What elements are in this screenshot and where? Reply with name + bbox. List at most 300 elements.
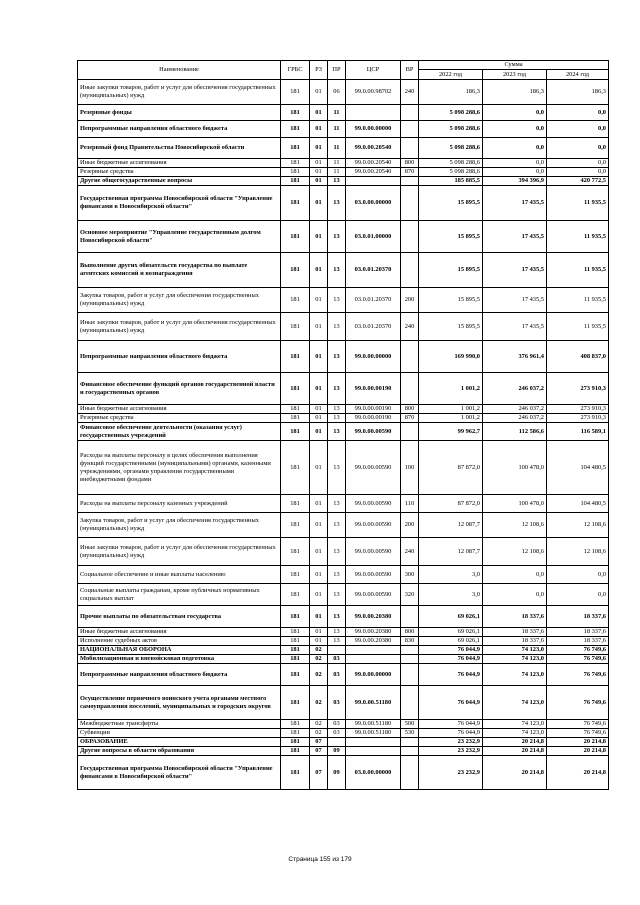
table-row: [78, 584, 609, 606]
cell-grbs: 181: [281, 606, 310, 628]
table-row: [78, 288, 609, 313]
cell-v2: 100 478,0: [483, 441, 547, 495]
cell-grbs: 181: [281, 720, 310, 729]
cell-vr: 830: [401, 637, 419, 646]
cell-rz: 01: [310, 186, 328, 221]
cell-v2: 20 214,8: [483, 738, 547, 747]
cell-rz: 01: [310, 138, 328, 159]
table-row: [78, 538, 609, 566]
table-row: [78, 606, 609, 628]
table-row: [78, 738, 609, 747]
cell-v1: 1 001,2: [419, 414, 483, 423]
cell-csr: 99.0.00.00190: [346, 414, 401, 423]
cell-pr: 13: [328, 538, 346, 566]
cell-rz: 07: [310, 756, 328, 790]
cell-name: Другие общегосударственные вопросы: [78, 177, 281, 186]
cell-name: Социальные выплаты гражданам, кроме публичных нормативных социальных выплат: [78, 584, 281, 606]
cell-v1: 76 044,9: [419, 664, 483, 686]
cell-pr: 13: [328, 414, 346, 423]
cell-csr: 03.0.01.20370: [346, 313, 401, 341]
cell-name: Основное мероприятие "Управление государственным долгом Новосибирской области": [78, 221, 281, 253]
cell-rz: 01: [310, 414, 328, 423]
cell-v2: 17 435,5: [483, 221, 547, 253]
header-2023: 2023 год: [483, 70, 547, 80]
cell-vr: [401, 756, 419, 790]
cell-csr: 99.0.00.20540: [346, 168, 401, 177]
cell-v2: 186,3: [483, 80, 547, 105]
cell-grbs: 181: [281, 538, 310, 566]
cell-csr: 99.0.00.20380: [346, 628, 401, 637]
cell-csr: 03.0.01.20370: [346, 288, 401, 313]
cell-pr: 03: [328, 655, 346, 664]
cell-vr: [401, 221, 419, 253]
cell-grbs: 181: [281, 373, 310, 405]
table-body: [78, 80, 609, 790]
cell-v2: 0,0: [483, 105, 547, 121]
cell-vr: [401, 606, 419, 628]
cell-pr: 09: [328, 756, 346, 790]
cell-grbs: 181: [281, 513, 310, 538]
cell-grbs: 181: [281, 664, 310, 686]
cell-csr: 99.0.00.00190: [346, 373, 401, 405]
cell-v2: 376 961,4: [483, 341, 547, 373]
cell-rz: 01: [310, 121, 328, 138]
cell-grbs: 181: [281, 729, 310, 738]
cell-grbs: 181: [281, 288, 310, 313]
header-vr: ВР: [401, 61, 419, 80]
table-row: [78, 373, 609, 405]
cell-grbs: 181: [281, 747, 310, 756]
cell-name: Непрограммные направления областного бюджета: [78, 341, 281, 373]
cell-name: Финансовое обеспечение деятельности (оказания услуг) государственных учреждений: [78, 423, 281, 441]
cell-v2: 394 396,9: [483, 177, 547, 186]
table-row: [78, 414, 609, 423]
cell-name: Расходы на выплаты персоналу казенных учреждений: [78, 495, 281, 513]
cell-name: Иные закупки товаров, работ и услуг для обеспечения государственных (муниципальных) нужд: [78, 80, 281, 105]
cell-name: Выполнение других обязательств государства по выплате агентских комиссий и вознаграждения: [78, 253, 281, 288]
cell-csr: 99.0.00.00590: [346, 513, 401, 538]
cell-v1: 5 098 288,6: [419, 159, 483, 168]
cell-grbs: 181: [281, 655, 310, 664]
cell-rz: 02: [310, 655, 328, 664]
cell-rz: 01: [310, 513, 328, 538]
header-2022: 2022 год: [419, 70, 483, 80]
cell-vr: 530: [401, 729, 419, 738]
cell-csr: 03.0.01.00000: [346, 221, 401, 253]
cell-v3: 116 589,1: [547, 423, 609, 441]
cell-vr: [401, 341, 419, 373]
cell-name: Финансовое обеспечение функций органов государственной власти и государственных органов: [78, 373, 281, 405]
cell-pr: 13: [328, 177, 346, 186]
cell-name: Государственная программа Новосибирской области "Управление финансами в Новосибирской области": [78, 186, 281, 221]
cell-v3: 104 480,5: [547, 495, 609, 513]
cell-v1: 5 098 288,6: [419, 138, 483, 159]
cell-vr: [401, 253, 419, 288]
cell-grbs: 181: [281, 566, 310, 584]
cell-v3: 18 337,6: [547, 637, 609, 646]
cell-pr: 13: [328, 584, 346, 606]
cell-v1: 23 232,9: [419, 738, 483, 747]
cell-v1: 12 087,7: [419, 513, 483, 538]
cell-grbs: 181: [281, 177, 310, 186]
cell-rz: 01: [310, 373, 328, 405]
cell-pr: 13: [328, 566, 346, 584]
cell-v1: 99 962,7: [419, 423, 483, 441]
cell-vr: 200: [401, 513, 419, 538]
table-row: [78, 105, 609, 121]
cell-v1: 87 872,0: [419, 441, 483, 495]
cell-rz: 01: [310, 423, 328, 441]
cell-vr: [401, 738, 419, 747]
cell-v2: 12 108,6: [483, 513, 547, 538]
cell-pr: 13: [328, 637, 346, 646]
cell-v2: 0,0: [483, 121, 547, 138]
cell-grbs: 181: [281, 138, 310, 159]
cell-rz: 07: [310, 738, 328, 747]
cell-rz: 01: [310, 221, 328, 253]
cell-v2: 18 337,6: [483, 628, 547, 637]
cell-v3: 11 935,5: [547, 288, 609, 313]
cell-v2: 0,0: [483, 584, 547, 606]
cell-v1: 23 232,9: [419, 756, 483, 790]
cell-csr: 99.0.00.20540: [346, 159, 401, 168]
cell-vr: [401, 664, 419, 686]
cell-rz: 01: [310, 341, 328, 373]
cell-name: Исполнение судебных актов: [78, 637, 281, 646]
cell-rz: 01: [310, 177, 328, 186]
cell-pr: 13: [328, 513, 346, 538]
cell-name: Иные бюджетные ассигнования: [78, 405, 281, 414]
cell-rz: 01: [310, 538, 328, 566]
cell-grbs: 181: [281, 584, 310, 606]
cell-v1: 15 895,5: [419, 288, 483, 313]
cell-grbs: 181: [281, 414, 310, 423]
cell-v1: 69 026,1: [419, 637, 483, 646]
cell-v1: 76 044,9: [419, 686, 483, 720]
cell-v1: 5 098 288,6: [419, 105, 483, 121]
cell-v3: 12 108,6: [547, 513, 609, 538]
cell-v3: 76 749,6: [547, 729, 609, 738]
cell-v3: 76 749,6: [547, 686, 609, 720]
cell-grbs: 181: [281, 738, 310, 747]
cell-v3: 186,3: [547, 80, 609, 105]
cell-pr: 13: [328, 441, 346, 495]
cell-grbs: 181: [281, 313, 310, 341]
cell-vr: [401, 105, 419, 121]
cell-pr: 13: [328, 373, 346, 405]
cell-vr: 240: [401, 80, 419, 105]
cell-csr: 99.0.00.98702: [346, 80, 401, 105]
table-row: [78, 720, 609, 729]
cell-v3: 104 480,5: [547, 441, 609, 495]
cell-csr: 99.0.00.00590: [346, 423, 401, 441]
cell-v3: 0,0: [547, 138, 609, 159]
cell-pr: 03: [328, 729, 346, 738]
cell-v1: 69 026,1: [419, 606, 483, 628]
cell-v3: 20 214,8: [547, 738, 609, 747]
cell-csr: 99.0.00.00000: [346, 341, 401, 373]
cell-vr: 500: [401, 720, 419, 729]
cell-pr: 13: [328, 495, 346, 513]
table-row: [78, 177, 609, 186]
cell-v1: 87 872,0: [419, 495, 483, 513]
cell-rz: 02: [310, 686, 328, 720]
cell-csr: 99.0.00.51180: [346, 686, 401, 720]
cell-v3: 408 837,0: [547, 341, 609, 373]
cell-v3: 18 337,6: [547, 628, 609, 637]
cell-name: Иные бюджетные ассигнования: [78, 628, 281, 637]
cell-v1: 186,3: [419, 80, 483, 105]
cell-grbs: 181: [281, 80, 310, 105]
cell-pr: 13: [328, 423, 346, 441]
cell-v1: 76 044,9: [419, 655, 483, 664]
cell-pr: 13: [328, 606, 346, 628]
cell-grbs: 181: [281, 105, 310, 121]
cell-v3: 0,0: [547, 584, 609, 606]
page-footer: Страница 155 из 179: [288, 856, 352, 863]
cell-v1: 76 044,9: [419, 646, 483, 655]
cell-v1: 76 044,9: [419, 729, 483, 738]
table-row: [78, 646, 609, 655]
cell-v2: 246 037,2: [483, 405, 547, 414]
cell-pr: [328, 738, 346, 747]
cell-v1: 1 001,2: [419, 405, 483, 414]
cell-vr: 110: [401, 495, 419, 513]
cell-v2: 0,0: [483, 159, 547, 168]
cell-v3: 11 935,5: [547, 313, 609, 341]
table-row: [78, 628, 609, 637]
cell-csr: 99.0.00.00590: [346, 584, 401, 606]
cell-v3: 0,0: [547, 105, 609, 121]
table-row: [78, 186, 609, 221]
header-2024: 2024 год: [547, 70, 609, 80]
cell-grbs: 181: [281, 637, 310, 646]
cell-v2: 18 337,6: [483, 637, 547, 646]
header-csr: ЦСР: [346, 61, 401, 80]
cell-grbs: 181: [281, 253, 310, 288]
cell-v1: 23 232,9: [419, 747, 483, 756]
cell-v2: 74 123,0: [483, 664, 547, 686]
cell-v3: 76 749,6: [547, 655, 609, 664]
cell-pr: 06: [328, 80, 346, 105]
cell-csr: 99.0.00.20540: [346, 138, 401, 159]
table-row: [78, 441, 609, 495]
cell-v1: 169 990,0: [419, 341, 483, 373]
cell-vr: 800: [401, 628, 419, 637]
cell-rz: 01: [310, 288, 328, 313]
cell-pr: 11: [328, 159, 346, 168]
cell-rz: 01: [310, 313, 328, 341]
cell-vr: 320: [401, 584, 419, 606]
cell-rz: 02: [310, 646, 328, 655]
cell-vr: [401, 423, 419, 441]
cell-vr: [401, 646, 419, 655]
cell-name: Закупка товаров, работ и услуг для обеспечения государственных (муниципальных) нужд: [78, 513, 281, 538]
cell-v2: 17 435,5: [483, 313, 547, 341]
cell-rz: 01: [310, 606, 328, 628]
cell-grbs: 181: [281, 628, 310, 637]
header-rz: РЗ: [310, 61, 328, 80]
cell-v2: 17 435,5: [483, 186, 547, 221]
cell-v3: 0,0: [547, 566, 609, 584]
table-row: [78, 253, 609, 288]
cell-pr: 13: [328, 186, 346, 221]
cell-v3: 20 214,8: [547, 747, 609, 756]
cell-grbs: 181: [281, 405, 310, 414]
cell-v1: 3,0: [419, 566, 483, 584]
cell-grbs: 181: [281, 686, 310, 720]
cell-pr: 13: [328, 405, 346, 414]
cell-rz: 01: [310, 637, 328, 646]
cell-v3: 11 935,5: [547, 253, 609, 288]
table-row: [78, 664, 609, 686]
cell-grbs: 181: [281, 121, 310, 138]
cell-v3: 12 108,6: [547, 538, 609, 566]
budget-table: [77, 60, 609, 790]
table-row: [78, 495, 609, 513]
header-name: Наименование: [78, 61, 281, 80]
cell-csr: 99.0.00.20380: [346, 637, 401, 646]
cell-vr: 800: [401, 405, 419, 414]
cell-rz: 01: [310, 495, 328, 513]
cell-vr: [401, 373, 419, 405]
cell-csr: 99.0.00.51180: [346, 729, 401, 738]
cell-csr: 99.0.00.51180: [346, 720, 401, 729]
cell-v3: 273 910,3: [547, 414, 609, 423]
cell-v3: 76 749,6: [547, 646, 609, 655]
cell-name: Другие вопросы в области образования: [78, 747, 281, 756]
header-pr: ПР: [328, 61, 346, 80]
table-row: [78, 747, 609, 756]
cell-csr: 99.0.00.00590: [346, 566, 401, 584]
cell-rz: 01: [310, 105, 328, 121]
cell-vr: 240: [401, 538, 419, 566]
cell-pr: 09: [328, 747, 346, 756]
cell-v2: 12 108,6: [483, 538, 547, 566]
cell-name: Иные бюджетные ассигнования: [78, 159, 281, 168]
cell-grbs: 181: [281, 221, 310, 253]
cell-pr: 03: [328, 686, 346, 720]
cell-v3: 0,0: [547, 159, 609, 168]
cell-pr: 11: [328, 105, 346, 121]
cell-v2: 112 586,6: [483, 423, 547, 441]
cell-rz: 01: [310, 253, 328, 288]
cell-v2: 74 123,0: [483, 729, 547, 738]
table-row: [78, 221, 609, 253]
cell-v1: 1 001,2: [419, 373, 483, 405]
cell-v2: 246 037,2: [483, 373, 547, 405]
cell-v1: 12 087,7: [419, 538, 483, 566]
cell-v2: 17 435,5: [483, 253, 547, 288]
cell-name: ОБРАЗОВАНИЕ: [78, 738, 281, 747]
cell-name: Резервные средства: [78, 168, 281, 177]
cell-rz: 01: [310, 80, 328, 105]
cell-rz: 01: [310, 405, 328, 414]
cell-rz: 02: [310, 720, 328, 729]
table-row: [78, 138, 609, 159]
cell-vr: 200: [401, 288, 419, 313]
cell-pr: 13: [328, 628, 346, 637]
cell-v2: 0,0: [483, 566, 547, 584]
table-row: [78, 313, 609, 341]
cell-pr: 03: [328, 720, 346, 729]
cell-name: Непрограммные направления областного бюджета: [78, 664, 281, 686]
cell-v2: 74 123,0: [483, 686, 547, 720]
cell-name: Субвенции: [78, 729, 281, 738]
table-row: [78, 513, 609, 538]
cell-vr: 870: [401, 414, 419, 423]
table-row: [78, 80, 609, 105]
cell-v1: 69 026,1: [419, 628, 483, 637]
cell-csr: 99.0.00.00000: [346, 664, 401, 686]
cell-csr: 03.0.00.00000: [346, 186, 401, 221]
cell-name: Резервные фонды: [78, 105, 281, 121]
cell-v1: 5 098 288,6: [419, 121, 483, 138]
cell-v2: 17 435,5: [483, 288, 547, 313]
header-grbs: ГРБС: [281, 61, 310, 80]
table-row: [78, 341, 609, 373]
cell-csr: 99.0.00.20380: [346, 606, 401, 628]
cell-v3: 11 935,5: [547, 221, 609, 253]
cell-name: Государственная программа Новосибирской области "Управление финансами в Новосибирской области": [78, 756, 281, 790]
cell-v2: 246 037,2: [483, 414, 547, 423]
cell-name: Расходы на выплаты персоналу в целях обеспечения выполнения функций государственными (муниципальными) органами, казенными учреждениями, органами управления государственными внебюджетными фондами: [78, 441, 281, 495]
cell-name: Социальное обеспечение и иные выплаты населению: [78, 566, 281, 584]
cell-csr: [346, 646, 401, 655]
cell-v3: 420 772,5: [547, 177, 609, 186]
cell-v3: 76 749,6: [547, 664, 609, 686]
cell-csr: 99.0.00.00590: [346, 538, 401, 566]
table-row: [78, 121, 609, 138]
cell-pr: 13: [328, 313, 346, 341]
cell-v1: 15 895,5: [419, 186, 483, 221]
cell-rz: 01: [310, 441, 328, 495]
cell-csr: 99.0.00.00590: [346, 495, 401, 513]
cell-name: Мобилизационная и вневойсковая подготовка: [78, 655, 281, 664]
cell-csr: [346, 738, 401, 747]
cell-vr: [401, 686, 419, 720]
cell-name: Осуществление первичного воинского учета органами местного самоуправления поселений, муниципальных и городских округов: [78, 686, 281, 720]
cell-v1: 185 885,5: [419, 177, 483, 186]
cell-rz: 01: [310, 584, 328, 606]
cell-grbs: 181: [281, 756, 310, 790]
cell-csr: 03.0.00.00000: [346, 756, 401, 790]
cell-v2: 20 214,8: [483, 756, 547, 790]
cell-v3: 18 337,6: [547, 606, 609, 628]
cell-name: Закупка товаров, работ и услуг для обеспечения государственных (муниципальных) нужд: [78, 288, 281, 313]
cell-name: Непрограммные направления областного бюджета: [78, 121, 281, 138]
cell-csr: 99.0.00.00590: [346, 441, 401, 495]
cell-grbs: 181: [281, 168, 310, 177]
cell-vr: [401, 186, 419, 221]
cell-v1: 15 895,5: [419, 253, 483, 288]
cell-v2: 74 123,0: [483, 646, 547, 655]
cell-csr: 99.0.00.00190: [346, 405, 401, 414]
cell-v3: 20 214,8: [547, 756, 609, 790]
cell-vr: [401, 177, 419, 186]
table-row: [78, 756, 609, 790]
table-row: [78, 423, 609, 441]
cell-grbs: 181: [281, 441, 310, 495]
cell-vr: 300: [401, 566, 419, 584]
cell-name: Межбюджетные трансферты: [78, 720, 281, 729]
cell-pr: 13: [328, 221, 346, 253]
cell-pr: 13: [328, 253, 346, 288]
cell-csr: [346, 177, 401, 186]
cell-v2: 20 214,8: [483, 747, 547, 756]
cell-pr: 11: [328, 121, 346, 138]
cell-name: Иные закупки товаров, работ и услуг для обеспечения государственных (муниципальных) нужд: [78, 538, 281, 566]
